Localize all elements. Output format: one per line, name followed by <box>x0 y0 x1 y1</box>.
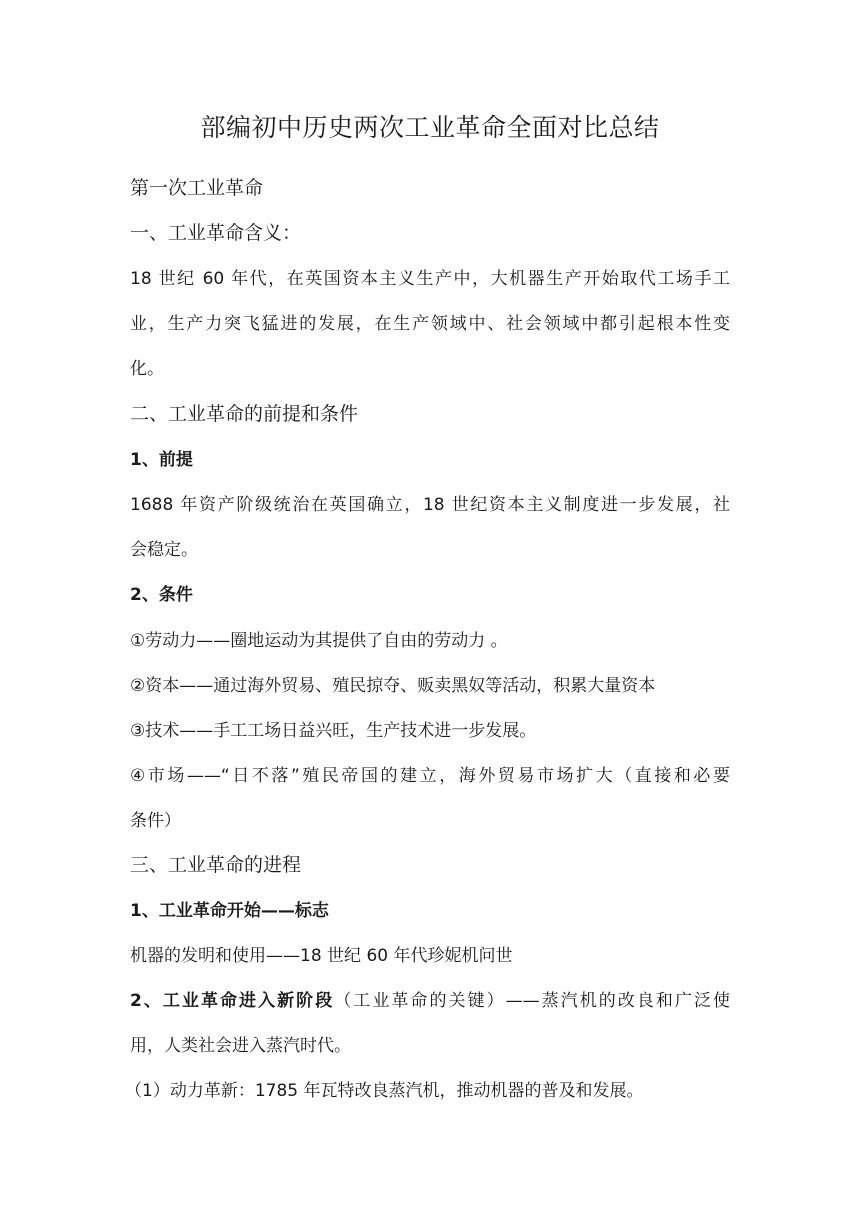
condition-market-cont: 条件） <box>130 811 181 831</box>
condition-market: ④市场——“日不落”殖民帝国的建立，海外贸易市场扩大（直接和必要 <box>130 766 730 786</box>
condition-labor: ①劳动力——圈地运动为其提供了自由的劳动力 。 <box>130 631 508 651</box>
process-subheading-1: 1、工业革命开始——标志 <box>130 901 329 921</box>
conditions-subheading: 2、条件 <box>130 585 193 605</box>
power-innovation-line: （1）动力革新：1785 年瓦特改良蒸汽机，推动机器的普及和发展。 <box>125 1081 644 1101</box>
premise-subheading: 1、前提 <box>130 450 193 470</box>
process-heading: 三、工业革命的进程 <box>130 854 302 876</box>
condition-capital: ②资本——通过海外贸易、殖民掠夺、贩卖黑奴等活动，积累大量资本 <box>130 676 656 696</box>
meaning-line-2: 业，生产力突飞猛进的发展，在生产领域中、社会领域中都引起根本性变 <box>130 314 730 334</box>
meaning-line-1: 18 世纪 60 年代，在英国资本主义生产中，大机器生产开始取代工场手工 <box>130 269 730 289</box>
process-line-2: 用，人类社会进入蒸汽时代。 <box>130 1036 351 1056</box>
premise-line-1: 1688 年资产阶级统治在英国确立，18 世纪资本主义制度进一步发展，社 <box>130 495 730 515</box>
meaning-heading: 一、工业革命含义： <box>130 222 302 244</box>
process-subheading-2 <box>130 989 730 1013</box>
document-title: 部编初中历史两次工业革命全面对比总结 <box>200 113 660 142</box>
premise-line-2: 会稳定。 <box>130 540 198 560</box>
condition-technology: ③技术——手工工场日益兴旺，生产技术进一步发展。 <box>130 721 537 741</box>
first-revolution-heading: 第一次工业革命 <box>130 177 264 199</box>
premise-heading: 二、工业革命的前提和条件 <box>130 403 359 425</box>
process-subheading-2-bold: 2、工业革命进入新阶段 <box>130 991 335 1011</box>
meaning-line-3: 化。 <box>130 359 164 379</box>
process-line-1: 机器的发明和使用——18 世纪 60 年代珍妮机问世 <box>130 946 513 966</box>
process-subheading-2-rest: （工业革命的关键）——蒸汽机的改良和广泛使 <box>334 991 730 1011</box>
